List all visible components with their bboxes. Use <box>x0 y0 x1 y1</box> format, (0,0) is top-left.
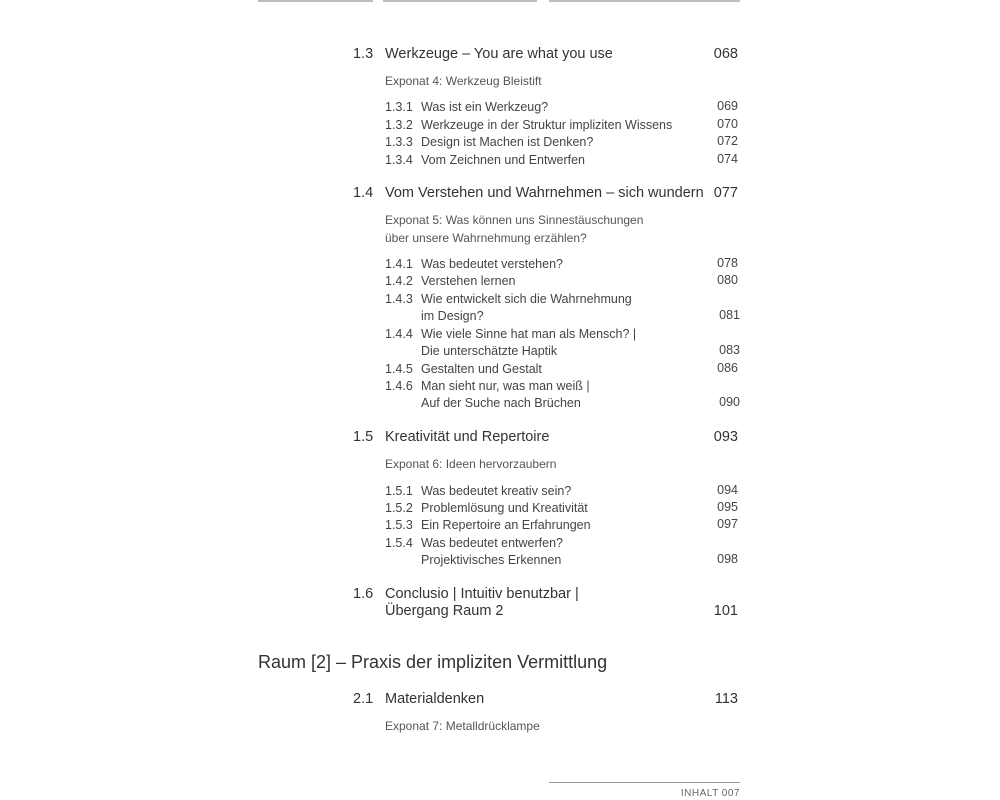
subsection-title-continued: Auf der Suche nach Brüchen <box>421 396 581 410</box>
exponat-label: Exponat 5: Was können uns Sinnestäuschungen <box>385 213 644 227</box>
section-title: Conclusio | Intuitiv benutzbar | <box>385 586 579 602</box>
section-number: 1.3 <box>353 46 374 62</box>
exponat-label: über unsere Wahrnehmung erzählen? <box>385 231 587 245</box>
section-number: 1.5 <box>353 429 374 445</box>
section-title: Werkzeuge – You are what you use <box>385 46 613 62</box>
subsection-title: Gestalten und Gestalt <box>421 362 542 376</box>
section-title: Kreativität und Repertoire <box>385 429 550 445</box>
section-page: 077 <box>713 185 738 201</box>
section-number: 1.4 <box>353 185 374 201</box>
subsection-title: Was ist ein Werkzeug? <box>421 100 549 114</box>
section-page: 068 <box>713 46 738 62</box>
section-page: 101 <box>713 603 738 619</box>
exponat-label: Exponat 6: Ideen hervorzaubern <box>385 457 557 471</box>
subsection-number: 1.3.3 <box>385 135 413 149</box>
exponat-label: Exponat 4: Werkzeug Bleistift <box>385 74 542 88</box>
subsection-page: 070 <box>717 117 738 131</box>
subsection-title: Vom Zeichnen und Entwerfen <box>421 153 585 167</box>
top-rule-left <box>258 0 373 2</box>
subsection-title: Was bedeutet verstehen? <box>421 257 563 271</box>
subsection-page: 072 <box>717 134 738 148</box>
subsection-number: 1.4.1 <box>385 257 413 271</box>
subsection-page: 098 <box>717 552 738 566</box>
subsection-page: 090 <box>719 395 740 409</box>
top-rule-right <box>549 0 740 2</box>
section-page: 093 <box>713 429 738 445</box>
subsection-title: Wie viele Sinne hat man als Mensch? | <box>421 327 637 341</box>
footer-rule <box>549 782 740 783</box>
subsection-page: 095 <box>717 500 738 514</box>
section-number: 2.1 <box>353 691 374 707</box>
subsection-title: Ein Repertoire an Erfahrungen <box>421 518 591 532</box>
subsection-title: Was bedeutet kreativ sein? <box>421 484 572 498</box>
subsection-title: Man sieht nur, was man weiß | <box>421 379 590 393</box>
section-title-continued: Übergang Raum 2 <box>385 603 504 619</box>
page-footer: INHALT 007 <box>680 788 740 799</box>
exponat-label: Exponat 7: Metalldrücklampe <box>385 719 540 733</box>
subsection-title: Werkzeuge in der Struktur impliziten Wissens <box>421 118 673 132</box>
subsection-page: 080 <box>717 273 738 287</box>
subsection-number: 1.5.2 <box>385 501 413 515</box>
subsection-number: 1.4.6 <box>385 379 413 393</box>
subsection-number: 1.4.5 <box>385 362 413 376</box>
subsection-number: 1.3.1 <box>385 100 413 114</box>
subsection-title: Problemlösung und Kreativität <box>421 501 588 515</box>
subsection-page: 074 <box>717 152 738 166</box>
subsection-title-continued: Projektivisches Erkennen <box>421 553 562 567</box>
section-title: Materialdenken <box>385 691 485 707</box>
subsection-title: Wie entwickelt sich die Wahrnehmung <box>421 292 632 306</box>
section-number: 1.6 <box>353 586 374 602</box>
subsection-page: 069 <box>717 99 738 113</box>
chapter-heading: Raum [2] – Praxis der impliziten Vermittlung <box>258 652 608 672</box>
subsection-number: 1.4.2 <box>385 274 413 288</box>
subsection-title-continued: im Design? <box>421 309 484 323</box>
subsection-page: 094 <box>717 483 738 497</box>
section-page: 113 <box>714 691 738 707</box>
subsection-number: 1.3.4 <box>385 153 413 167</box>
subsection-number: 1.5.1 <box>385 484 413 498</box>
section-title: Vom Verstehen und Wahrnehmen – sich wundern <box>385 185 704 201</box>
top-rule-middle <box>383 0 537 2</box>
subsection-title: Verstehen lernen <box>421 274 516 288</box>
subsection-page: 083 <box>719 343 740 357</box>
subsection-page: 078 <box>717 256 738 270</box>
subsection-page: 081 <box>719 308 740 322</box>
subsection-page: 097 <box>717 517 738 531</box>
subsection-number: 1.5.3 <box>385 518 413 532</box>
subsection-number: 1.3.2 <box>385 118 413 132</box>
subsection-number: 1.5.4 <box>385 536 413 550</box>
subsection-title: Design ist Machen ist Denken? <box>421 135 594 149</box>
subsection-page: 086 <box>717 361 738 375</box>
subsection-title-continued: Die unterschätzte Haptik <box>421 344 558 358</box>
subsection-number: 1.4.3 <box>385 292 413 306</box>
subsection-title: Was bedeutet entwerfen? <box>421 536 563 550</box>
subsection-number: 1.4.4 <box>385 327 413 341</box>
